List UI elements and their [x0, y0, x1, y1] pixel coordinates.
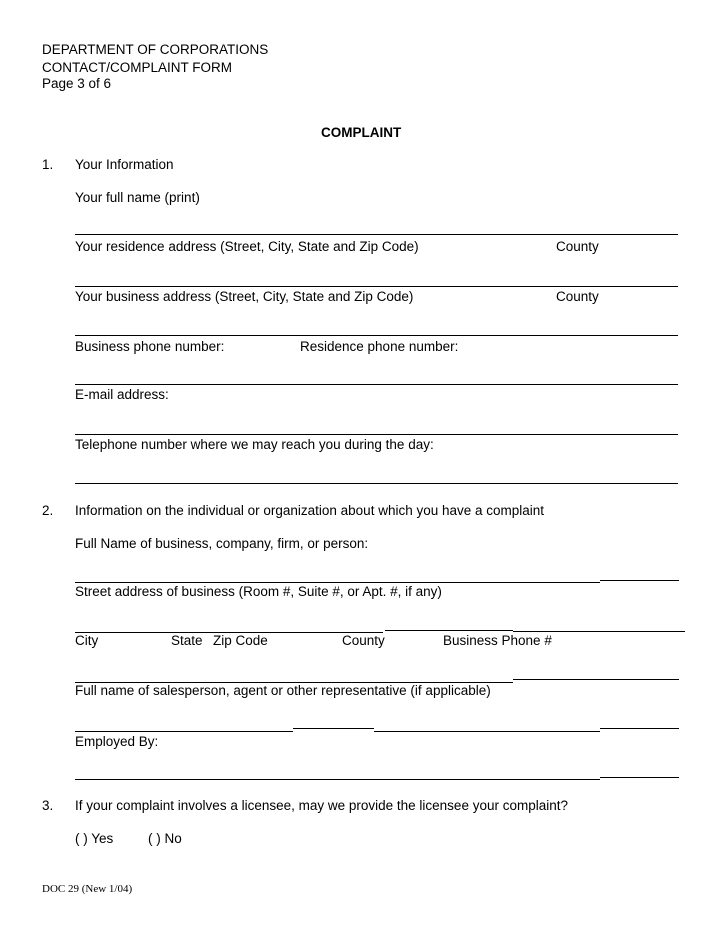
state-label: State	[171, 633, 203, 648]
residence-phone-label: Residence phone number:	[300, 339, 459, 354]
day-phone-field[interactable]	[75, 483, 678, 484]
page-title: COMPLAINT	[321, 125, 402, 140]
business-address-label: Your business address (Street, City, State and Zip Code)	[75, 289, 414, 304]
city-label: City	[75, 633, 99, 648]
zip-code-label: Zip Code	[213, 633, 268, 648]
full-name-label: Your full name (print)	[75, 190, 200, 205]
business-full-name-field-extension	[600, 580, 679, 581]
email-label: E-mail address:	[75, 387, 169, 402]
department-name: DEPARTMENT OF CORPORATIONS	[42, 42, 269, 57]
form-code: DOC 29 (New 1/04)	[42, 883, 133, 895]
business-full-name-label: Full Name of business, company, firm, or person:	[75, 536, 369, 551]
residence-address-label: Your residence address (Street, City, State and Zip Code)	[75, 239, 419, 254]
day-phone-label: Telephone number where we may reach you during the day:	[75, 437, 434, 452]
phone-numbers-field[interactable]	[75, 384, 678, 385]
county-label: County	[342, 633, 385, 648]
business-phone-number-label: Business Phone #	[443, 633, 552, 648]
business-street-field-end	[513, 631, 685, 632]
employed-by-label: Employed By:	[75, 734, 159, 749]
full-name-field[interactable]	[75, 234, 678, 235]
salesperson-field-end	[600, 728, 679, 729]
business-address-field[interactable]	[75, 335, 678, 336]
business-phone-label: Business phone number:	[75, 339, 225, 354]
salesperson-field-middle	[293, 728, 374, 729]
employed-by-field-end	[600, 777, 679, 778]
business-county-label: County	[556, 289, 599, 304]
residence-address-field[interactable]	[75, 286, 678, 287]
section-1-heading: Your Information	[75, 157, 174, 172]
business-street-label: Street address of business (Room #, Suite #, or Apt. #, if any)	[75, 584, 442, 599]
section-1-number: 1.	[42, 157, 54, 172]
residence-county-label: County	[556, 239, 599, 254]
licensee-question: If your complaint involves a licensee, may we provide the licensee your complaint?	[75, 798, 568, 813]
no-checkbox[interactable]: ( ) No	[148, 831, 182, 846]
business-full-name-field[interactable]	[75, 582, 600, 583]
city-state-zip-field-end	[513, 679, 679, 680]
salesperson-label: Full name of salesperson, agent or other representative (if applicable)	[75, 683, 491, 698]
employed-by-field[interactable]	[75, 779, 600, 780]
form-title: CONTACT/COMPLAINT FORM	[42, 60, 233, 75]
email-field[interactable]	[75, 434, 678, 435]
yes-checkbox[interactable]: ( ) Yes	[75, 831, 114, 846]
page-number: Page 3 of 6	[42, 76, 112, 91]
section-2-heading: Information on the individual or organization about which you have a complaint	[75, 503, 545, 518]
section-3-number: 3.	[42, 798, 54, 813]
salesperson-field-right	[374, 731, 600, 732]
section-2-number: 2.	[42, 503, 54, 518]
business-street-field-middle	[385, 630, 513, 631]
salesperson-field[interactable]	[75, 731, 293, 732]
